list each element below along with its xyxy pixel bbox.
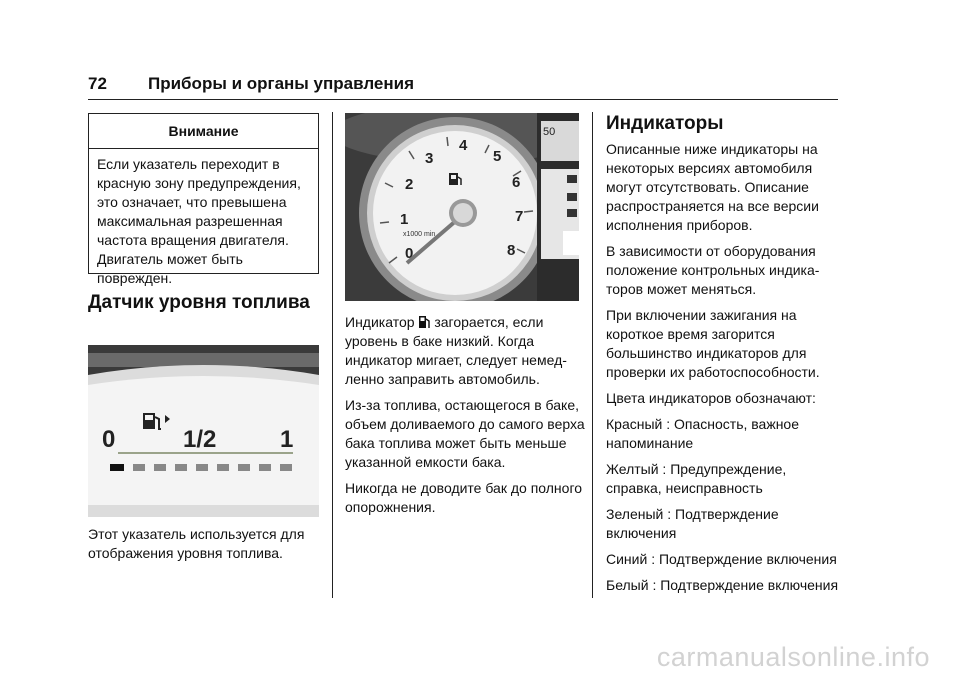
- warning-text: Если указатель переходит в красную зону предупреждения, это означает, что превышена максимальная разрешенная частота вращения двигателя. Двигатель может быть поврежден.: [97, 156, 301, 286]
- low-fuel-text-after: загорается, если уровень в баке низкий. Когда индикатор мигает, следует немед-ленно заправить автомобиль.: [345, 314, 567, 387]
- never-empty-paragraph: Никогда не доводите бак до полного опорожнения.: [345, 480, 583, 515]
- warning-title: Внимание: [89, 114, 318, 149]
- tach-label-6: 6: [512, 174, 521, 191]
- color-item-red: Красный : Опасность, важное напоминание: [606, 416, 800, 451]
- tach-label-8: 8: [507, 242, 516, 259]
- page-title: Приборы и органы управления: [148, 74, 415, 93]
- gauge-label-empty: 0: [102, 426, 116, 453]
- page-number: 72: [88, 74, 107, 93]
- residual-fuel-paragraph: Из-за топлива, остающегося в баке, объем доливаемого до самого верха бака топлива может быть меньше указанной емкости бака.: [345, 397, 585, 470]
- tach-label-1: 1: [400, 211, 409, 228]
- indicators-intro-paragraph: Описанные ниже индикаторы на некоторых версиях автомобиля могут отсутствовать. Описание распространяется на все версии исполнения приборов.: [606, 141, 819, 233]
- fuel-level-segments: [110, 464, 292, 471]
- fuel-pump-icon: [418, 314, 430, 330]
- side-indicator-icons: [567, 175, 577, 217]
- tach-label-7: 7: [515, 208, 524, 225]
- tach-label-3: 3: [425, 150, 434, 167]
- column-divider-left: [332, 112, 333, 598]
- color-item-green: Зеленый : Подтверждение включения: [606, 506, 779, 541]
- fuel-gauge-figure: [88, 345, 319, 517]
- fuel-gauge-caption: Этот указатель используется для отображения уровня топлива.: [88, 526, 305, 561]
- indicators-position-paragraph: В зависимости от оборудования положение контрольных индика-торов может меняться.: [606, 243, 820, 297]
- tach-label-5: 5: [493, 148, 502, 165]
- side-display-value: 50: [543, 126, 556, 138]
- gauge-label-half: 1/2: [183, 426, 217, 453]
- color-item-white: Белый : Подтверждение включения: [606, 577, 839, 593]
- color-item-blue: Синий : Подтверждение включения: [606, 551, 837, 567]
- indicators-heading: Индикаторы: [606, 113, 724, 134]
- tach-unit: x1000 min: [403, 231, 436, 238]
- tach-label-4: 4: [459, 137, 468, 154]
- page-header: [88, 74, 838, 100]
- indicators-ignition-paragraph: При включении зажигания на короткое время загорится большинство индикаторов для проверки их работоспособности.: [606, 307, 820, 380]
- low-fuel-text-before: Индикатор: [345, 314, 415, 330]
- color-item-yellow: Желтый : Предупреждение, справка, неисправность: [606, 461, 787, 496]
- tach-label-zero: 0: [405, 245, 414, 262]
- column-divider-right: [592, 112, 593, 598]
- fuel-section-heading: Датчик уровня топлива: [88, 292, 310, 313]
- indicators-colors-intro: Цвета индикаторов обозначают:: [606, 390, 816, 406]
- gauge-label-full: 1: [280, 426, 294, 453]
- watermark: carmanualsonline.info: [656, 642, 930, 672]
- warning-box: [88, 113, 319, 286]
- tachometer-figure: [345, 113, 579, 301]
- tach-label-2: 2: [405, 176, 414, 193]
- low-fuel-paragraph: [345, 313, 585, 389]
